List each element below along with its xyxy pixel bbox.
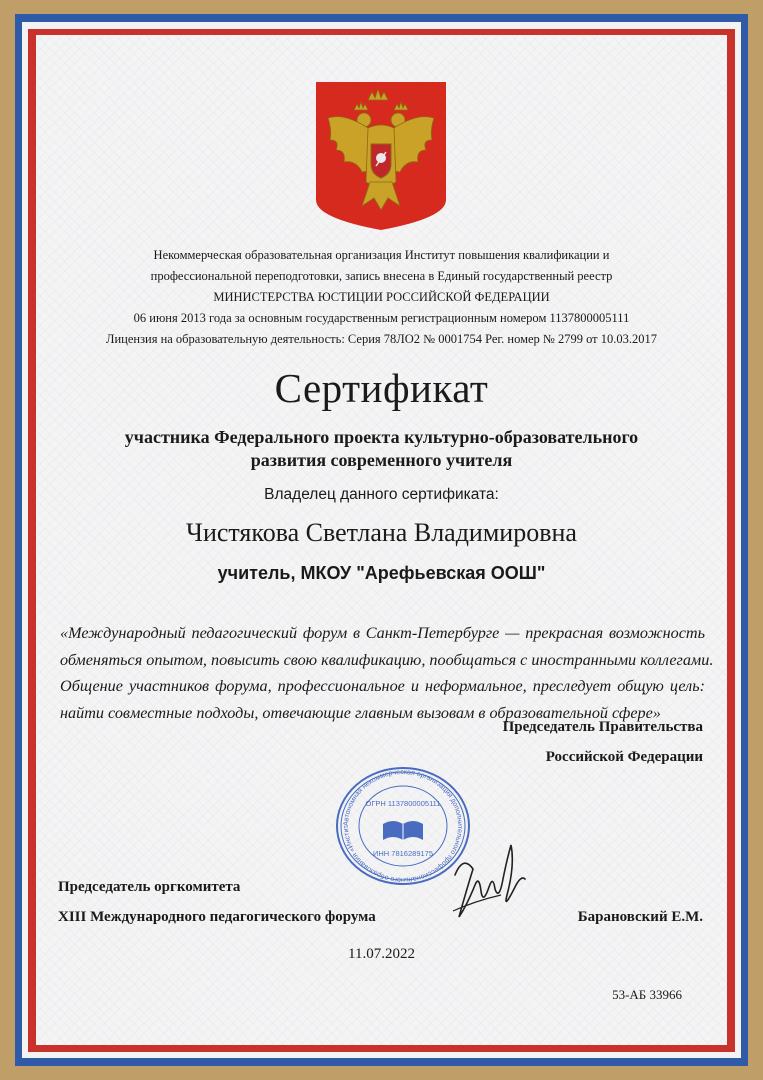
quote-author [503, 712, 703, 772]
owner-name: Чистякова Светлана Владимировна [186, 518, 577, 547]
org-line-3: МИНИСТЕРСТВА ЮСТИЦИИ РОССИЙСКОЙ ФЕДЕРАЦИИ [213, 290, 550, 304]
quote-author-line-2: Российской Федерации [545, 749, 703, 765]
org-line-4: 06 июня 2013 года за основным государственным регистрационным номером 1137800005111 [133, 311, 630, 325]
signature-icon [445, 835, 530, 930]
serial-number: 53-АБ 33966 [612, 987, 682, 1002]
certificate-subtitle [0, 426, 763, 472]
stamp-ogrn: ОГРН 1137800005111 [365, 799, 441, 808]
coat-of-arms-icon [316, 82, 446, 230]
issue-date: 11.07.2022 [348, 946, 415, 962]
stamp-ring-text: Автономная некоммерческая организация дополнительного профессионального образования «Инстит [342, 768, 464, 884]
chair-line-2: XIII Международного педагогического форума [58, 909, 376, 925]
quote-line-2: обменяться опытом, повысить свою квалификацию, пообщаться с иностранными коллегами. [60, 650, 714, 669]
quote-line-1: «Международный педагогический форум в Санкт-Петербурге — прекрасная возможность [60, 624, 705, 642]
owner-position: учитель, МКОУ "Арефьевская ООШ" [217, 563, 546, 583]
chair-line-1: Председатель оргкомитета [58, 879, 241, 895]
organizer-chair [58, 872, 376, 932]
org-line-5: Лицензия на образовательную деятельность: Серия 78ЛО2 № 0001754 Рег. номер № 2799 от 10.03.2017 [105, 332, 658, 346]
stamp-inn: ИНН 7816289175 [372, 849, 434, 858]
certificate-title: Сертификат [274, 365, 489, 411]
quote-line-3: Общение участников форума, профессиональное и неформальное, преследует общую цель: [60, 677, 705, 695]
subtitle-line-1: участника Федерального проекта культурно-образовательного [124, 427, 639, 447]
subtitle-line-2: развития современного учителя [250, 450, 513, 470]
org-line-1: Некоммерческая образовательная организация Институт повышения квалификации и [153, 248, 610, 262]
organization-info [0, 245, 763, 350]
org-line-2: профессиональной переподготовки, запись внесена в Единый государственный реестр [150, 269, 613, 283]
quote-line-4: найти совместные подходы, отвечающие главным вызовам в образовательной сфере» [60, 703, 661, 722]
owner-label: Владелец данного сертификата: [264, 486, 499, 503]
quote-text [60, 620, 714, 726]
chair-name: Барановский Е.М. [577, 909, 703, 925]
quote-author-line-1: Председатель Правительства [502, 719, 703, 735]
